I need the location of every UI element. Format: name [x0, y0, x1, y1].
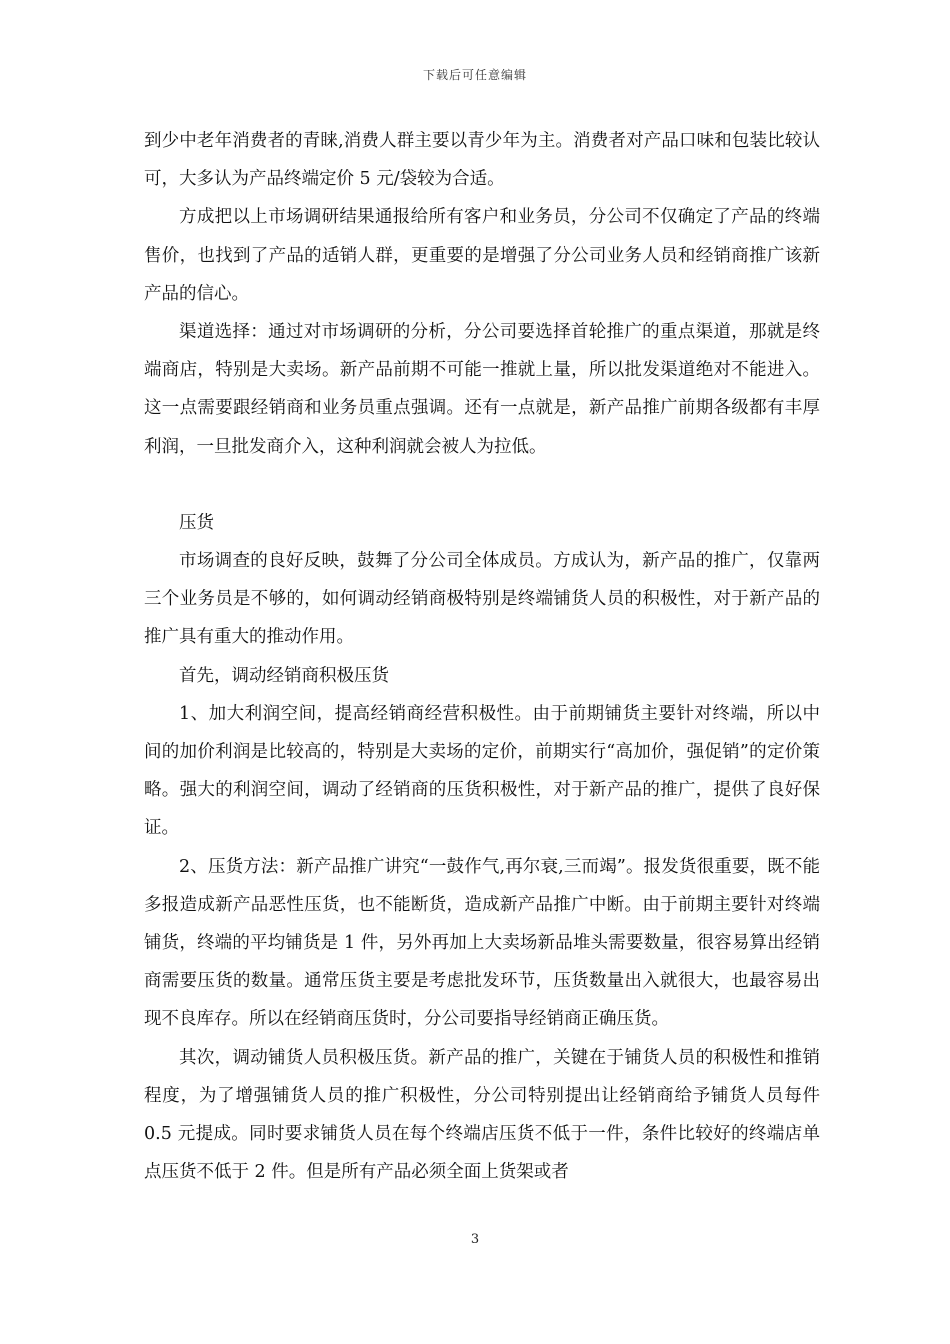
- subheading-dealer-stocking: 首先，调动经销商积极压货: [179, 665, 389, 686]
- paragraph-channel-selection: 渠道选择：通过对市场调研的分析，分公司要选择首轮推广的重点渠道，那就是终端商店，特别是大卖场。新产品前期不可能一推就上量，所以批发渠道绝对不能进入。这一点需要跟经销商和业务员重点强调。还有一点就是，新产品推广前期各级都有丰厚利润，一旦批发商介入，这种利润就会被人为拉低。: [144, 322, 820, 457]
- paragraph-market-feedback: 市场调查的良好反映，鼓舞了分公司全体成员。方成认为，新产品的推广，仅靠两三个业务员是不够的，如何调动经销商极特别是终端铺货人员的积极性，对于新产品的推广具有重大的推动作用。: [144, 551, 820, 648]
- paragraph-research-results: 方成把以上市场调研结果通报给所有客户和业务员，分公司不仅确定了产品的终端售价，也找到了产品的适销人群，更重要的是增强了分公司业务人员和经销商推广该新产品的信心。: [144, 207, 820, 304]
- paragraph-stocking-method: 2、压货方法：新产品推广讲究“一鼓作气,再尔衰,三而竭”。报发货很重要，既不能多报造成新产品恶性压货，也不能断货，造成新产品推广中断。由于前期主要针对终端铺货，终端的平均铺货是 1 件，另外再加上大卖场新品堆头需要数量，很容易算出经销商需要压货的数量。通常压货主要是考虑批发环节，压货数量出入就很大，也最容易出现不良库存。所以在经销商压货时，分公司要指导经销商正确压货。: [144, 856, 820, 1030]
- paragraph-profit-space: 1、加大利润空间，提高经销商经营积极性。由于前期铺货主要针对终端，所以中间的加价利润是比较高的，特别是大卖场的定价，前期实行“高加价，强促销”的定价策略。强大的利润空间，调动了经销商的压货积极性，对于新产品的推广，提供了良好保证。: [144, 703, 820, 839]
- document-body: [144, 122, 820, 1191]
- paragraph-consumer-summary: 到少中老年消费者的青睐,消费人群主要以青少年为主。消费者对产品口味和包装比较认可，大多认为产品终端定价 5 元/袋较为合适。: [144, 131, 820, 190]
- paragraph-distributor-staff: 其次，调动铺货人员积极压货。新产品的推广，关键在于铺货人员的积极性和推销程度，为了增强铺货人员的推广积极性，分公司特别提出让经销商给予铺货人员每件 0.5 元提成。同时要求铺货人员在每个终端店压货不低于一件，条件比较好的终端店单点压货不低于 2 件。但是所有产品必须全面上货架或者: [144, 1047, 820, 1183]
- page-number: 3: [470, 1232, 480, 1247]
- page-header: 下载后可任意编辑: [422, 68, 527, 82]
- section-heading-stocking: 压货: [179, 512, 214, 533]
- section-spacer: [144, 466, 820, 504]
